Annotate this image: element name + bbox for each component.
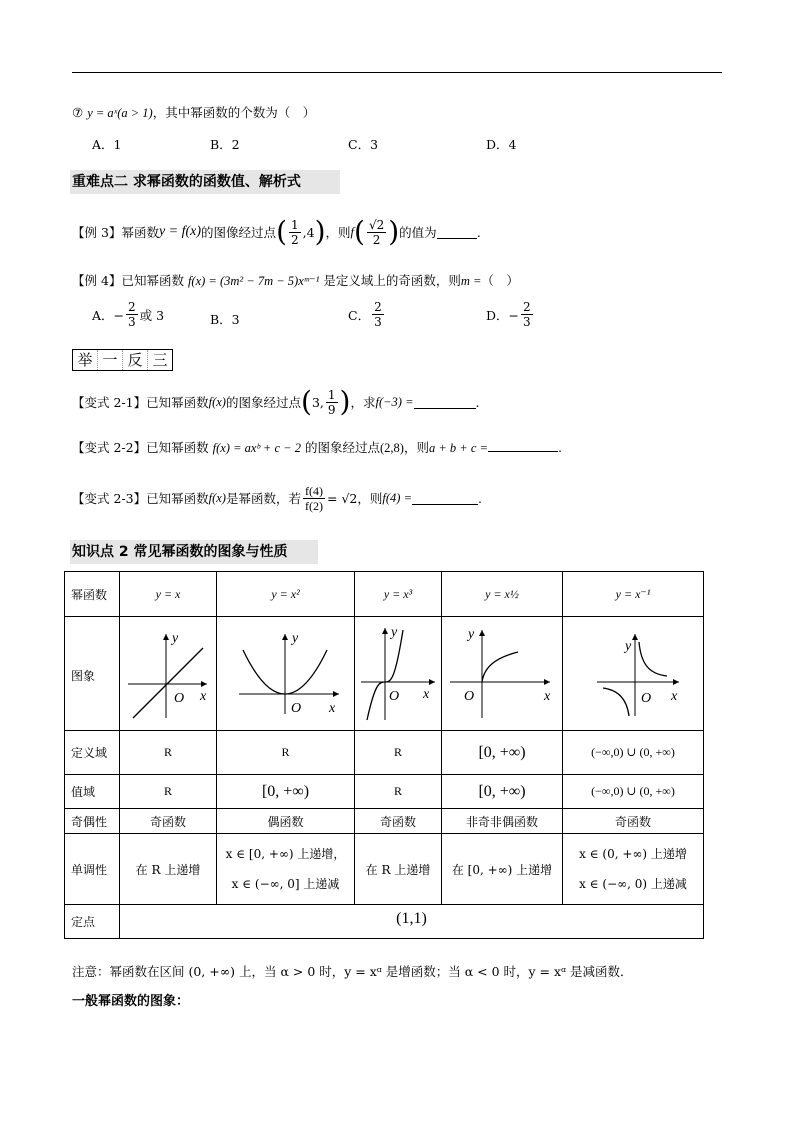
variant-2-2: [72, 438, 562, 456]
table-row-label: 单调性: [65, 834, 120, 905]
table-row-range: [65, 775, 704, 809]
curve: [133, 648, 203, 718]
variant-ask: a + b + c =: [428, 441, 488, 455]
variant-end: .: [557, 440, 562, 455]
variant-f: f(x): [208, 490, 226, 505]
y-label: y: [625, 639, 632, 654]
note: 注意：幂函数在区间 (0, +∞) 上，当 α > 0 时，y = xᵅ 是增函数；当 α < 0 时，y = xᵅ 是减函数．: [72, 964, 633, 979]
example-4-paren: （ ）: [481, 273, 519, 288]
table-cell: 偶函数: [217, 809, 355, 834]
power-function-table: [64, 571, 704, 939]
x-axis-arrow: [673, 679, 679, 685]
table-cell: (−∞,0) ∪ (0, +∞): [563, 731, 704, 775]
variant-point: (2,8): [379, 441, 404, 455]
table-row-domain: [65, 731, 704, 775]
table-cell: 在 [0, +∞) 上递增: [442, 834, 563, 905]
x-label: x: [423, 687, 430, 702]
table-cell: R: [355, 731, 442, 775]
example-3-point-fraction: $\frac{1}{2}$: [291, 217, 299, 247]
example-3-fx: y = f(x): [158, 224, 202, 239]
table-header-cell: y = x½: [442, 572, 563, 617]
table-cell-line: x ∈ (−∞, 0) 上递减: [579, 877, 687, 891]
q7-option-d: D．4: [486, 137, 517, 152]
variant-ask: f(4) =: [382, 490, 412, 505]
q7-label: ⑦: [72, 105, 88, 120]
graph-cell: [442, 617, 563, 731]
origin-label: O: [464, 689, 475, 704]
example-3-text: ，则: [325, 225, 351, 240]
q7-option-c: C．3: [348, 137, 379, 152]
x-label: x: [328, 701, 335, 716]
variant-text: ，则: [357, 491, 383, 506]
example-4-option-a: A．− $\frac{2}{3}$ 或 3: [92, 300, 165, 329]
table-cell: R: [120, 731, 217, 775]
example-4-m: m =: [460, 274, 482, 288]
table-row-header: [65, 572, 704, 617]
graph-y-inverse: [567, 620, 699, 724]
table-row-graph: [65, 617, 704, 731]
example-3-end: .: [476, 224, 481, 240]
variant-label: 【变式 2-1】: [72, 395, 147, 410]
table-header-cell: y = x⁻¹: [563, 572, 704, 617]
variant-point-fraction: $\frac{1}{9}$: [327, 387, 336, 417]
answer-blank[interactable]: [488, 439, 558, 452]
table-row-label: 定点: [65, 905, 120, 939]
table-cell: [563, 834, 704, 905]
y-label: y: [291, 631, 298, 646]
variant-text: 是幂函数，若: [225, 491, 301, 506]
variant-ratio: $\frac{f(4)}{f(2)}$: [305, 483, 323, 513]
table-cell: (−∞,0) ∪ (0, +∞): [563, 775, 704, 809]
graph-y-x: [123, 620, 213, 724]
practice-banner-char: 一: [98, 350, 123, 370]
table-row-monotonic: [65, 834, 704, 905]
table-row-parity: [65, 809, 704, 834]
x-label: x: [200, 689, 207, 704]
example-3-text: 的图像经过点: [201, 225, 277, 240]
table-cell-line: x ∈ (−∞, 0] 上递减: [231, 877, 340, 891]
x-axis-arrow: [333, 691, 339, 697]
example-3-text: 的值为: [399, 225, 437, 240]
header-rule: [72, 72, 722, 73]
variant-text: 的图象经过点: [304, 440, 380, 455]
curve: [482, 652, 518, 682]
general-graph-heading: 一般幂函数的图象：: [72, 994, 190, 1009]
graph-cell: [355, 617, 442, 731]
y-axis-arrow: [382, 628, 388, 634]
table-cell: 非奇非偶函数: [442, 809, 563, 834]
variant-f: f(x): [208, 394, 226, 409]
x-axis-arrow: [429, 679, 435, 685]
answer-blank[interactable]: [412, 492, 478, 505]
table-row-label: 图象: [65, 617, 120, 731]
table-cell-line: x ∈ [0, +∞) 上递增，: [225, 847, 346, 861]
origin-label: O: [389, 689, 400, 704]
example-4-text: 已知幂函数: [121, 273, 184, 288]
origin-label: O: [174, 691, 185, 706]
table-row-label: 定义域: [65, 731, 120, 775]
variant-text: 已知幂函数: [146, 395, 209, 410]
table-cell: [0, +∞): [442, 731, 563, 775]
section-heading-knowledge-2: 知识点 2 常见幂函数的图象与性质: [70, 540, 318, 564]
table-row-label: 值域: [65, 775, 120, 809]
table-cell: [0, +∞): [217, 775, 355, 809]
variant-text: ，则: [403, 440, 429, 455]
example-4-formula: f(x) = (3m² − 7m − 5)xᵐ⁻¹: [187, 274, 320, 288]
x-label: x: [544, 689, 551, 704]
variant-text: ，求: [350, 395, 376, 410]
y-axis-arrow: [479, 630, 485, 636]
table-cell: [217, 834, 355, 905]
variant-end: .: [478, 490, 482, 506]
graph-y-sqrt: [446, 620, 558, 724]
q7-line: [72, 103, 315, 121]
practice-banner-char: 反: [123, 350, 148, 370]
q7-option-b: B．2: [210, 137, 240, 152]
table-cell: R: [217, 731, 355, 775]
practice-banner: [72, 349, 173, 371]
table-cell: 奇函数: [120, 809, 217, 834]
variant-end: .: [475, 394, 480, 410]
x-label: x: [671, 689, 678, 704]
table-cell: 奇函数: [355, 809, 442, 834]
table-cell-line: x ∈ (0, +∞) 上递增: [579, 847, 687, 861]
table-cell: (1,1): [120, 905, 704, 939]
example-3-text: 幂函数: [121, 225, 159, 240]
table-row-fixed-point: [65, 905, 704, 939]
example-4-text: 是定义域上的奇函数，则: [323, 273, 461, 288]
graph-cell: [563, 617, 704, 731]
variant-point-x: 3,: [311, 394, 324, 410]
practice-banner-char: 举: [73, 350, 98, 370]
table-header-cell: y = x: [120, 572, 217, 617]
example-3-point-y: ,4: [302, 224, 315, 240]
table-cell: 在 R 上递增: [355, 834, 442, 905]
table-cell: R: [355, 775, 442, 809]
graph-cell: [120, 617, 217, 731]
curve-positive: [639, 642, 667, 676]
y-label: y: [391, 625, 398, 640]
curve-negative: [603, 688, 629, 716]
table-header-cell: y = x³: [355, 572, 442, 617]
graph-cell: [217, 617, 355, 731]
y-axis-arrow: [163, 634, 169, 640]
variant-2-1: 【变式 2-1】 已知幂函数 f(x) 的图象经过点 ( 3, $\frac{1}{9}$ ) ，求 f(−3) = .: [72, 385, 480, 418]
variant-text: 已知幂函数: [146, 491, 209, 506]
table-header-cell: y = x²: [217, 572, 355, 617]
q7-text: ，其中幂函数的个数为（ ）: [152, 105, 316, 120]
table-cell: 在 R 上递增: [120, 834, 217, 905]
example-4-option-c: C． $\frac{2}{3}$: [348, 300, 382, 329]
y-axis-arrow: [632, 634, 638, 640]
variant-f: f(x) = axᵇ + c − 2: [212, 441, 301, 455]
table-cell: R: [120, 775, 217, 809]
example-4-option-b: B．3: [210, 312, 240, 327]
example-3: 【例 3】 幂函数 y = f(x) 的图像经过点 ( $\frac{1}{2}$ ,4 ) ，则 f ( $\frac{√2}{2}$ ) 的值为 .: [72, 215, 481, 248]
variant-text: 的图象经过点: [225, 395, 301, 410]
variant-ask: f(−3) =: [375, 394, 414, 409]
variant-label: 【变式 2-2】: [72, 440, 147, 455]
x-axis-arrow: [201, 681, 207, 687]
example-3-arg-fraction: $\frac{√2}{2}$: [368, 217, 385, 247]
table-row-label: 奇偶性: [65, 809, 120, 834]
section-heading-2: 重难点二 求幂函数的函数值、解析式: [70, 170, 340, 194]
origin-label: O: [641, 691, 652, 706]
example-3-f: f: [350, 224, 355, 239]
example-4-option-d: D．− $\frac{2}{3}$: [486, 300, 531, 329]
answer-blank[interactable]: [414, 396, 476, 409]
example-3-label: 【例 3】: [72, 225, 122, 240]
answer-blank[interactable]: [437, 226, 477, 239]
y-label: y: [468, 627, 475, 642]
table-header-cell: 幂函数: [65, 572, 120, 617]
origin-label: O: [290, 701, 301, 716]
example-4-label: 【例 4】: [72, 273, 122, 288]
variant-text: 已知幂函数: [146, 440, 209, 455]
graph-y-x2: [221, 620, 351, 724]
table-cell: 奇函数: [563, 809, 704, 834]
variant-label: 【变式 2-3】: [72, 491, 147, 506]
q7-option-a: A．1: [92, 137, 122, 152]
variant-eq: = √2: [327, 490, 358, 506]
example-4: [72, 271, 519, 289]
q7-formula: y = aˣ(a > 1): [87, 106, 153, 120]
y-label: y: [172, 631, 179, 646]
table-cell: [0, +∞): [442, 775, 563, 809]
y-axis-arrow: [282, 634, 288, 640]
graph-y-x3: [357, 620, 439, 724]
x-axis-arrow: [544, 679, 550, 685]
variant-2-3: [72, 478, 482, 518]
practice-banner-char: 三: [152, 351, 168, 369]
